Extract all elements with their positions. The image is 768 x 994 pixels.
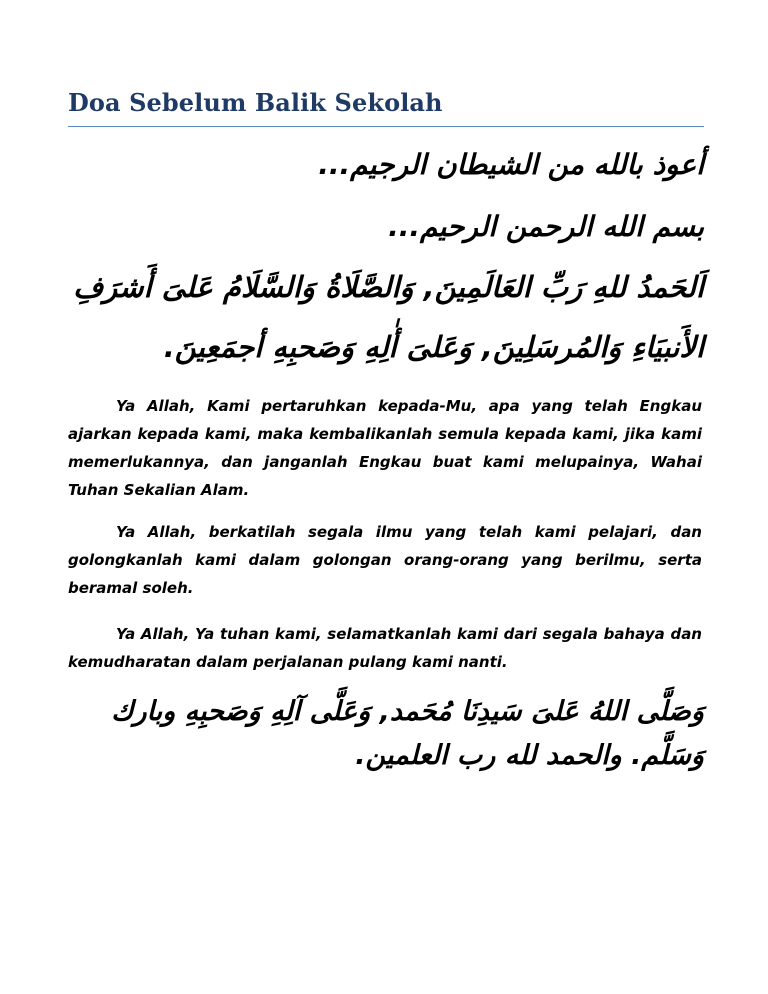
page-title: Doa Sebelum Balik Sekolah [68, 88, 443, 117]
prayer-paragraph: Ya Allah, Kami pertaruhkan kepada-Mu, apa yang telah Engkau ajarkan kepada kami, maka kembalikanlah semula kepada kami, jika kami memerlukannya, dan janganlah Engkau buat kami melupainya, Wahai Tuhan Sekalian Alam. [68, 397, 702, 499]
arabic-basmalah: بسم الله الرحمن الرحيم... [388, 210, 704, 243]
arabic-closing-line-1: وَصَلَّى اللهُ عَلىَ سَيدِنَا مُحَمد, وَعَلَّى آلِهِ وَصَحبِهِ وبارك [111, 696, 704, 727]
prayer-paragraph: Ya Allah, berkatilah segala ilmu yang telah kami pelajari, dan golongkanlah kami dalam golongan orang-orang yang berilmu, serta beramal soleh. [68, 523, 702, 597]
prayer-paragraph: Ya Allah, Ya tuhan kami, selamatkanlah kami dari segala bahaya dan kemudharatan dalam perjalanan pulang kami nanti. [68, 625, 702, 671]
arabic-taawwudz: أعوذ بالله من الشيطان الرجيم... [318, 148, 704, 181]
arabic-closing-line-2: وَسَلَّم. والحمد لله رب العلمين. [355, 740, 704, 771]
title-underline [68, 126, 704, 127]
arabic-hamdalah-line-1: اَلحَمدُ للهِ رَبِّ العَالَمِينَ, وَالصَّلَاةُ وَالسَّلَامُ عَلىَ أَشرَفِ [73, 270, 704, 304]
arabic-hamdalah-line-2: الأَنبيَاءِ وَالمُرسَلِينَ, وَعَلىَ أٰلِهِ وَصَحبِهِ أجمَعِينَ. [163, 330, 704, 364]
